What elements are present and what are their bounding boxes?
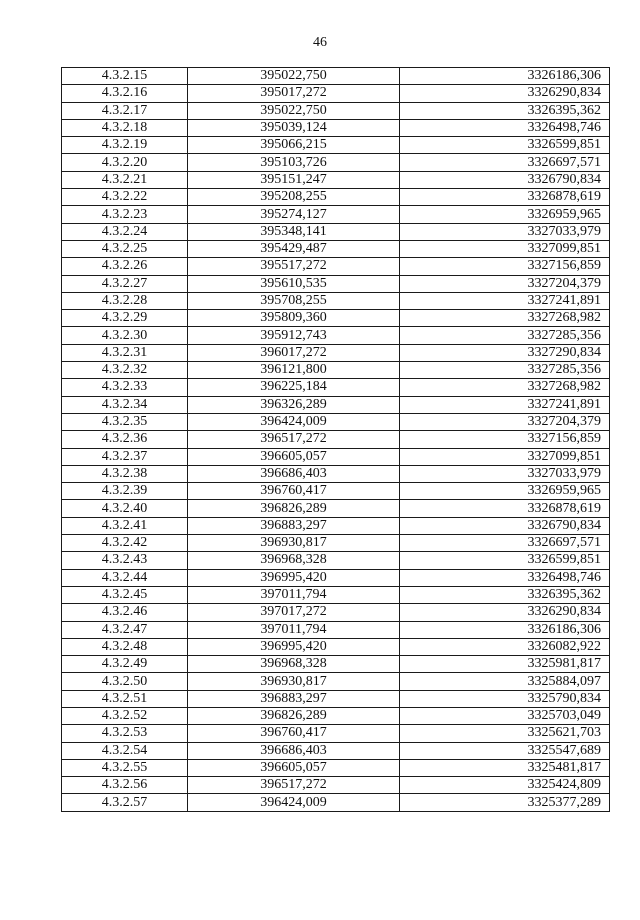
table-row [62, 119, 610, 136]
point-number-cell: 4.3.2.29 [62, 310, 188, 327]
table-row [62, 206, 610, 223]
x-coordinate-cell: 396930,817 [188, 673, 400, 690]
y-coordinate-cell: 3326790,834 [400, 517, 610, 534]
table-row [62, 310, 610, 327]
x-coordinate-cell: 396424,009 [188, 413, 400, 430]
x-coordinate-cell: 396686,403 [188, 465, 400, 482]
y-coordinate-cell: 3327033,979 [400, 465, 610, 482]
point-number-cell: 4.3.2.41 [62, 517, 188, 534]
y-coordinate-cell: 3327156,859 [400, 431, 610, 448]
table-row [62, 535, 610, 552]
point-number-cell: 4.3.2.21 [62, 171, 188, 188]
x-coordinate-cell: 395151,247 [188, 171, 400, 188]
x-coordinate-cell: 396517,272 [188, 777, 400, 794]
table-row [62, 189, 610, 206]
table-row [62, 465, 610, 482]
table-row [62, 327, 610, 344]
x-coordinate-cell: 396968,328 [188, 552, 400, 569]
y-coordinate-cell: 3326290,834 [400, 604, 610, 621]
table-row [62, 517, 610, 534]
point-number-cell: 4.3.2.16 [62, 85, 188, 102]
x-coordinate-cell: 396826,289 [188, 707, 400, 724]
y-coordinate-cell: 3326790,834 [400, 171, 610, 188]
table-row [62, 379, 610, 396]
x-coordinate-cell: 395103,726 [188, 154, 400, 171]
x-coordinate-cell: 396995,420 [188, 569, 400, 586]
table-row [62, 413, 610, 430]
table-row [62, 154, 610, 171]
y-coordinate-cell: 3326395,362 [400, 102, 610, 119]
point-number-cell: 4.3.2.17 [62, 102, 188, 119]
x-coordinate-cell: 396995,420 [188, 638, 400, 655]
y-coordinate-cell: 3326395,362 [400, 586, 610, 603]
x-coordinate-cell: 395429,487 [188, 240, 400, 257]
point-number-cell: 4.3.2.34 [62, 396, 188, 413]
y-coordinate-cell: 3327156,859 [400, 258, 610, 275]
point-number-cell: 4.3.2.46 [62, 604, 188, 621]
point-number-cell: 4.3.2.15 [62, 68, 188, 85]
y-coordinate-cell: 3326959,965 [400, 483, 610, 500]
point-number-cell: 4.3.2.52 [62, 707, 188, 724]
x-coordinate-cell: 396605,057 [188, 759, 400, 776]
x-coordinate-cell: 396883,297 [188, 690, 400, 707]
point-number-cell: 4.3.2.38 [62, 465, 188, 482]
point-number-cell: 4.3.2.23 [62, 206, 188, 223]
point-number-cell: 4.3.2.25 [62, 240, 188, 257]
y-coordinate-cell: 3327241,891 [400, 292, 610, 309]
y-coordinate-cell: 3326290,834 [400, 85, 610, 102]
y-coordinate-cell: 3326498,746 [400, 569, 610, 586]
y-coordinate-cell: 3327033,979 [400, 223, 610, 240]
point-number-cell: 4.3.2.51 [62, 690, 188, 707]
table-row [62, 362, 610, 379]
x-coordinate-cell: 395348,141 [188, 223, 400, 240]
y-coordinate-cell: 3325481,817 [400, 759, 610, 776]
y-coordinate-cell: 3326498,746 [400, 119, 610, 136]
point-number-cell: 4.3.2.28 [62, 292, 188, 309]
point-number-cell: 4.3.2.57 [62, 794, 188, 811]
table-row [62, 777, 610, 794]
point-number-cell: 4.3.2.50 [62, 673, 188, 690]
y-coordinate-cell: 3327241,891 [400, 396, 610, 413]
table-row [62, 258, 610, 275]
point-number-cell: 4.3.2.18 [62, 119, 188, 136]
table-row [62, 102, 610, 119]
x-coordinate-cell: 396760,417 [188, 483, 400, 500]
x-coordinate-cell: 396826,289 [188, 500, 400, 517]
point-number-cell: 4.3.2.22 [62, 189, 188, 206]
y-coordinate-cell: 3325981,817 [400, 656, 610, 673]
x-coordinate-cell: 395208,255 [188, 189, 400, 206]
y-coordinate-cell: 3326697,571 [400, 535, 610, 552]
point-number-cell: 4.3.2.42 [62, 535, 188, 552]
table-row [62, 759, 610, 776]
point-number-cell: 4.3.2.44 [62, 569, 188, 586]
x-coordinate-cell: 395022,750 [188, 102, 400, 119]
point-number-cell: 4.3.2.54 [62, 742, 188, 759]
table-row [62, 794, 610, 811]
point-number-cell: 4.3.2.55 [62, 759, 188, 776]
y-coordinate-cell: 3325703,049 [400, 707, 610, 724]
table-row [62, 137, 610, 154]
y-coordinate-cell: 3325424,809 [400, 777, 610, 794]
table-row [62, 569, 610, 586]
table-row [62, 240, 610, 257]
point-number-cell: 4.3.2.31 [62, 344, 188, 361]
table-row [62, 742, 610, 759]
table-row [62, 604, 610, 621]
point-number-cell: 4.3.2.53 [62, 725, 188, 742]
y-coordinate-cell: 3325377,289 [400, 794, 610, 811]
point-number-cell: 4.3.2.32 [62, 362, 188, 379]
point-number-cell: 4.3.2.27 [62, 275, 188, 292]
x-coordinate-cell: 396017,272 [188, 344, 400, 361]
x-coordinate-cell: 395610,535 [188, 275, 400, 292]
x-coordinate-cell: 396326,289 [188, 396, 400, 413]
x-coordinate-cell: 397011,794 [188, 621, 400, 638]
x-coordinate-cell: 397011,794 [188, 586, 400, 603]
y-coordinate-cell: 3327099,851 [400, 448, 610, 465]
x-coordinate-cell: 395017,272 [188, 85, 400, 102]
table-row [62, 68, 610, 85]
y-coordinate-cell: 3325547,689 [400, 742, 610, 759]
y-coordinate-cell: 3325884,097 [400, 673, 610, 690]
table-row [62, 707, 610, 724]
page-number: 46 [313, 35, 327, 50]
point-number-cell: 4.3.2.49 [62, 656, 188, 673]
table-row [62, 171, 610, 188]
point-number-cell: 4.3.2.35 [62, 413, 188, 430]
x-coordinate-cell: 395022,750 [188, 68, 400, 85]
y-coordinate-cell: 3327290,834 [400, 344, 610, 361]
table-row [62, 638, 610, 655]
point-number-cell: 4.3.2.39 [62, 483, 188, 500]
x-coordinate-cell: 395517,272 [188, 258, 400, 275]
table-row [62, 656, 610, 673]
y-coordinate-cell: 3326959,965 [400, 206, 610, 223]
y-coordinate-cell: 3326599,851 [400, 137, 610, 154]
point-number-cell: 4.3.2.56 [62, 777, 188, 794]
table-row [62, 275, 610, 292]
x-coordinate-cell: 395708,255 [188, 292, 400, 309]
table-row [62, 344, 610, 361]
table-row [62, 431, 610, 448]
table-row [62, 223, 610, 240]
point-number-cell: 4.3.2.24 [62, 223, 188, 240]
table-row [62, 85, 610, 102]
point-number-cell: 4.3.2.26 [62, 258, 188, 275]
table-row [62, 690, 610, 707]
x-coordinate-cell: 395274,127 [188, 206, 400, 223]
point-number-cell: 4.3.2.48 [62, 638, 188, 655]
x-coordinate-cell: 395809,360 [188, 310, 400, 327]
x-coordinate-cell: 397017,272 [188, 604, 400, 621]
y-coordinate-cell: 3326186,306 [400, 621, 610, 638]
x-coordinate-cell: 396686,403 [188, 742, 400, 759]
x-coordinate-cell: 396121,800 [188, 362, 400, 379]
x-coordinate-cell: 395066,215 [188, 137, 400, 154]
x-coordinate-cell: 396225,184 [188, 379, 400, 396]
table-row [62, 448, 610, 465]
table-row [62, 292, 610, 309]
x-coordinate-cell: 396883,297 [188, 517, 400, 534]
point-number-cell: 4.3.2.43 [62, 552, 188, 569]
point-number-cell: 4.3.2.19 [62, 137, 188, 154]
x-coordinate-cell: 395912,743 [188, 327, 400, 344]
point-number-cell: 4.3.2.40 [62, 500, 188, 517]
table-row [62, 396, 610, 413]
y-coordinate-cell: 3325790,834 [400, 690, 610, 707]
x-coordinate-cell: 395039,124 [188, 119, 400, 136]
y-coordinate-cell: 3326599,851 [400, 552, 610, 569]
point-number-cell: 4.3.2.30 [62, 327, 188, 344]
x-coordinate-cell: 396605,057 [188, 448, 400, 465]
table-row [62, 586, 610, 603]
table-row [62, 483, 610, 500]
coordinates-table [61, 67, 610, 812]
point-number-cell: 4.3.2.47 [62, 621, 188, 638]
table-row [62, 725, 610, 742]
y-coordinate-cell: 3327099,851 [400, 240, 610, 257]
point-number-cell: 4.3.2.45 [62, 586, 188, 603]
point-number-cell: 4.3.2.37 [62, 448, 188, 465]
y-coordinate-cell: 3327285,356 [400, 362, 610, 379]
y-coordinate-cell: 3326186,306 [400, 68, 610, 85]
y-coordinate-cell: 3326878,619 [400, 500, 610, 517]
point-number-cell: 4.3.2.20 [62, 154, 188, 171]
x-coordinate-cell: 396968,328 [188, 656, 400, 673]
point-number-cell: 4.3.2.33 [62, 379, 188, 396]
y-coordinate-cell: 3327204,379 [400, 275, 610, 292]
table-row [62, 673, 610, 690]
y-coordinate-cell: 3326082,922 [400, 638, 610, 655]
x-coordinate-cell: 396930,817 [188, 535, 400, 552]
y-coordinate-cell: 3327268,982 [400, 310, 610, 327]
x-coordinate-cell: 396424,009 [188, 794, 400, 811]
table-row [62, 552, 610, 569]
table-row [62, 621, 610, 638]
x-coordinate-cell: 396760,417 [188, 725, 400, 742]
y-coordinate-cell: 3327285,356 [400, 327, 610, 344]
y-coordinate-cell: 3327204,379 [400, 413, 610, 430]
y-coordinate-cell: 3326697,571 [400, 154, 610, 171]
table-row [62, 500, 610, 517]
x-coordinate-cell: 396517,272 [188, 431, 400, 448]
y-coordinate-cell: 3325621,703 [400, 725, 610, 742]
y-coordinate-cell: 3327268,982 [400, 379, 610, 396]
y-coordinate-cell: 3326878,619 [400, 189, 610, 206]
point-number-cell: 4.3.2.36 [62, 431, 188, 448]
coordinates-table-body [62, 68, 610, 812]
